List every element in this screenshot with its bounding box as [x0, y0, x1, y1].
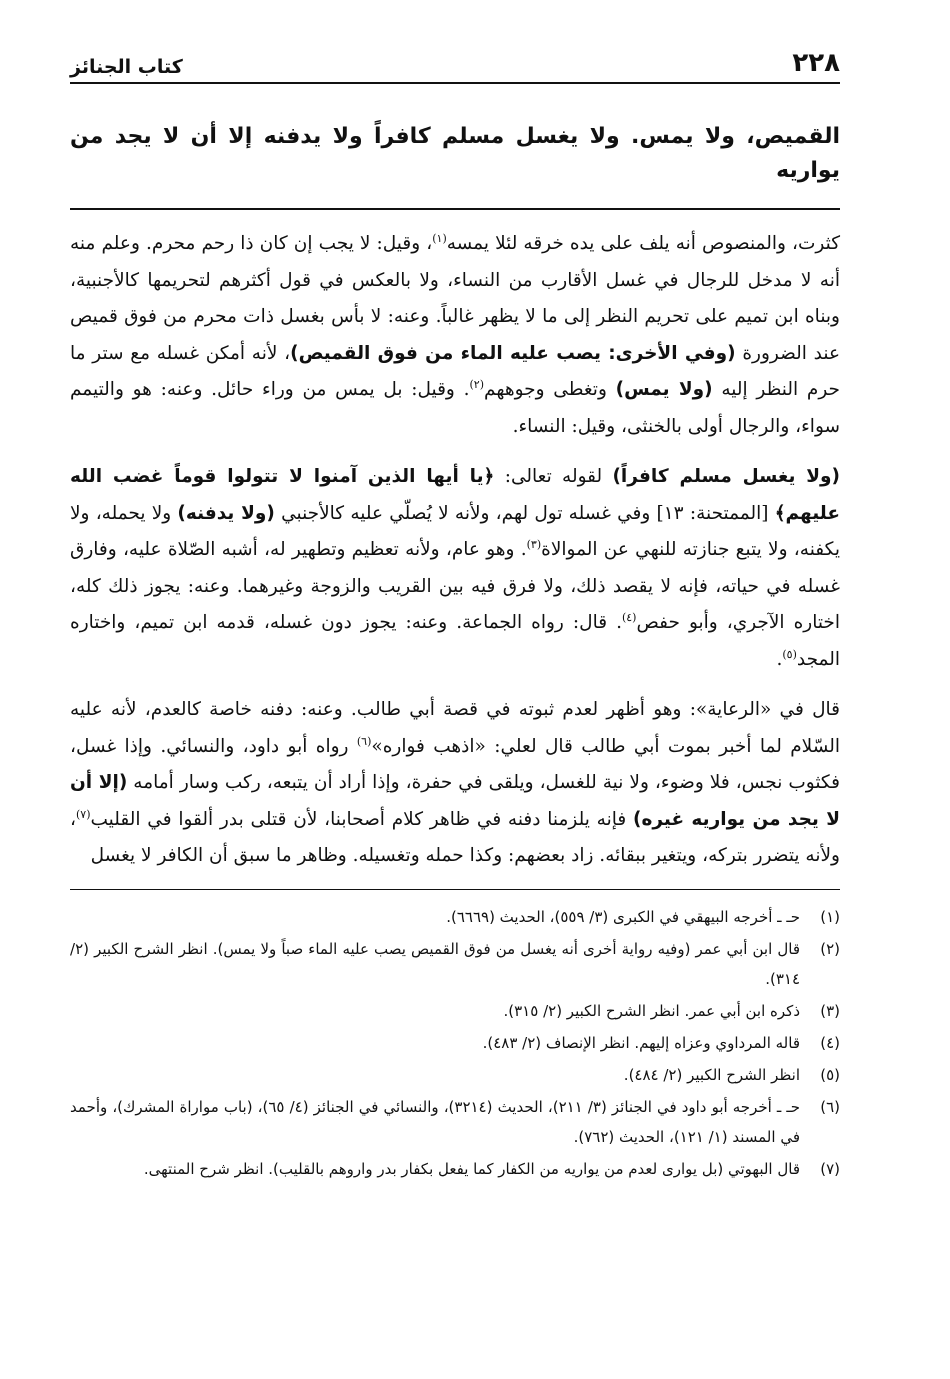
footnote-item — [70, 1092, 840, 1152]
footnote-item — [70, 1154, 840, 1184]
matn-quote: (إلا أن لا يجد من يواريه غيره) — [70, 772, 840, 830]
footnotes — [70, 902, 840, 1184]
text-run: كثرت، والمنصوص أنه يلف على يده خرقه لئلا يمسه — [446, 233, 841, 254]
text-run: ولا يحمله، ولا يكفنه، ولا يتبع جنازته للنهي عن الموالاة — [70, 502, 840, 560]
footnote-ref: (٤) — [621, 610, 637, 624]
text-run: . وهو عام، ولأنه تعظيم وتطهير له، أشبه الصّلاة عليه، وفارق غسله في حياته، فإنه لا يقصد ذلك، ولا فرق فيه بين القريب والزوجة وغيرهما. وعنه: يجوز ذلك كله، اختاره الآجري، وأبو حفص — [70, 539, 840, 633]
text-run: فإنه يلزمنا دفنه في ظاهر كلام أصحابنا، لأن قتلى بدر ألقوا في القليب — [90, 808, 634, 830]
paragraph-1 — [70, 226, 840, 445]
footnote-text: ذكره ابن أبي عمر. انظر الشرح الكبير (٢/ ٣١٥). — [503, 1001, 800, 1020]
footnote-ref: (٥) — [782, 647, 797, 661]
footnote-text: قال ابن أبي عمر (وفيه رواية أخرى أنه يغسل من فوق القميص يصب عليه الماء صباً ولا يمس). انظر الشرح الكبير (٢/ ٣١٤). — [70, 939, 800, 988]
footnote-number: (٤) — [820, 1033, 840, 1052]
text-run: . قال: رواه الجماعة. وعنه: يجوز دون غسله، قدمه ابن تميم، واختاره المجد — [70, 612, 840, 670]
text-run: قال في «الرعاية»: وهو أظهر لعدم ثبوته في قصة أبي طالب. وعنه: دفنه خاصة كالعدم، لأنه عليه السّلام لما أخبر بموت أبي طالب قال لعلي: «اذهب فواره» — [70, 699, 840, 757]
text-run: ، ولأنه يتضرر بتركه، ويتغير ببقائه. زاد بعضهم: وكذا حمله وتغسيله. وظاهر ما سبق أن الكافر لا يغسل — [70, 808, 840, 866]
footnote-number: (٥) — [820, 1065, 840, 1084]
footnote-number: (٢) — [820, 939, 840, 958]
footnote-ref: (٦) — [356, 734, 372, 748]
footnote-item — [70, 996, 840, 1026]
commentary-body — [70, 226, 840, 875]
text-run: ، لأنه أمكن غسله مع ستر ما حرم النظر إليه — [70, 342, 840, 400]
footnote-text: حـ ـ أخرجه أبو داود في الجنائز (٣/ ٢١١)، الحديث (٣٢١٤)، والنسائي في الجنائز (٤/ ٦٥)، (باب مواراة المشرك)، وأحمد في المسند (١/ ١٢١)، الحديث (٧٦٢). — [70, 1097, 801, 1146]
footnotes-divider — [70, 889, 840, 890]
footnote-item — [70, 902, 840, 932]
book-page — [70, 50, 840, 1360]
footnote-text: قال البهوتي (بل يوارى لعدم من يواريه من الكفار كما يفعل بكفار بدر واروهم بالقليب). انظر شرح المنتهى. — [143, 1159, 800, 1178]
footnote-text: انظر الشرح الكبير (٢/ ٤٨٤). — [623, 1065, 800, 1084]
footnote-number: (١) — [820, 907, 840, 926]
text-run: . وقيل: بل يمس من وراء حائل. وعنه: هو والتيمم سواء، والرجال أولى بالخنثى، وقيل: النساء. — [70, 379, 840, 437]
text-run: وتغطى وجوههم — [484, 379, 616, 400]
text-run: ، وقيل: لا يجب إن كان ذا رحم محرم. وعلم منه أنه لا مدخل للرجال في غسل الأقارب من النساء، ولا بالعكس في قول أكثرهم لتحريمها كالأجنبية، وبناه ابن تميم على تحريم النظر إلى ما لا يظهر غالباً. وعنه: لا بأس بغسل ذات محرم من فوق قميص عند الضرورة — [70, 233, 840, 364]
text-run: . — [776, 648, 783, 670]
text-run: لقوله تعالى: — [494, 466, 613, 487]
footnote-number: (٦) — [820, 1097, 840, 1116]
footnote-text: حـ ـ أخرجه البيهقي في الكبرى (٣/ ٥٥٩)، الحديث (٦٦٦٩). — [446, 907, 800, 926]
footnote-item — [70, 1028, 840, 1058]
text-run: رواه أبو داود، والنسائي. وإذا غسل، فكثوب نجس، فلا وضوء، ولا نية للغسل، ويلقى في حفرة، وإذا أراد أن يتبعه، ركب وسار أمامه — [70, 735, 840, 793]
matn-quote: (ولا يمس) — [615, 379, 713, 400]
matn-quote: (وفي الأخرى: يصب عليه الماء من فوق القميص) — [290, 342, 736, 364]
footnote-number: (٣) — [820, 1001, 840, 1020]
matn-text: القميص، ولا يمس. ولا يغسل مسلم كافراً ولا يدفنه إلا أن لا يجد من يواريه — [70, 124, 840, 183]
footnote-ref: (٣) — [526, 537, 542, 551]
footnote-item — [70, 1060, 840, 1090]
footnote-ref: (٢) — [469, 377, 485, 391]
matn-divider — [70, 208, 840, 210]
footnote-ref: (١) — [432, 231, 447, 245]
matn-quote: (ولا يدفنه) — [177, 502, 275, 524]
matn-quote: (ولا يغسل مسلم كافراً) — [612, 466, 840, 487]
paragraph-3 — [70, 692, 840, 875]
quran-verse: ﴿يا أيها الذين آمنوا لا تتولوا قوماً غضب الله عليهم﴾ — [70, 466, 840, 524]
footnote-text: قاله المرداوي وعزاه إليهم. انظر الإنصاف (٢/ ٤٨٣). — [482, 1033, 800, 1052]
footnote-ref: (٧) — [75, 807, 91, 821]
footnote-number: (٧) — [820, 1159, 840, 1178]
footnote-item — [70, 934, 840, 994]
paragraph-2 — [70, 459, 840, 678]
page-number: ٢٢٨ — [792, 48, 840, 78]
page-header — [70, 50, 840, 84]
text-run: [الممتحنة: ١٣] وفي غسله تول لهم، ولأنه لا يُصلّي عليه كالأجنبي — [274, 502, 775, 524]
chapter-title: كتاب الجنائز — [70, 56, 183, 78]
